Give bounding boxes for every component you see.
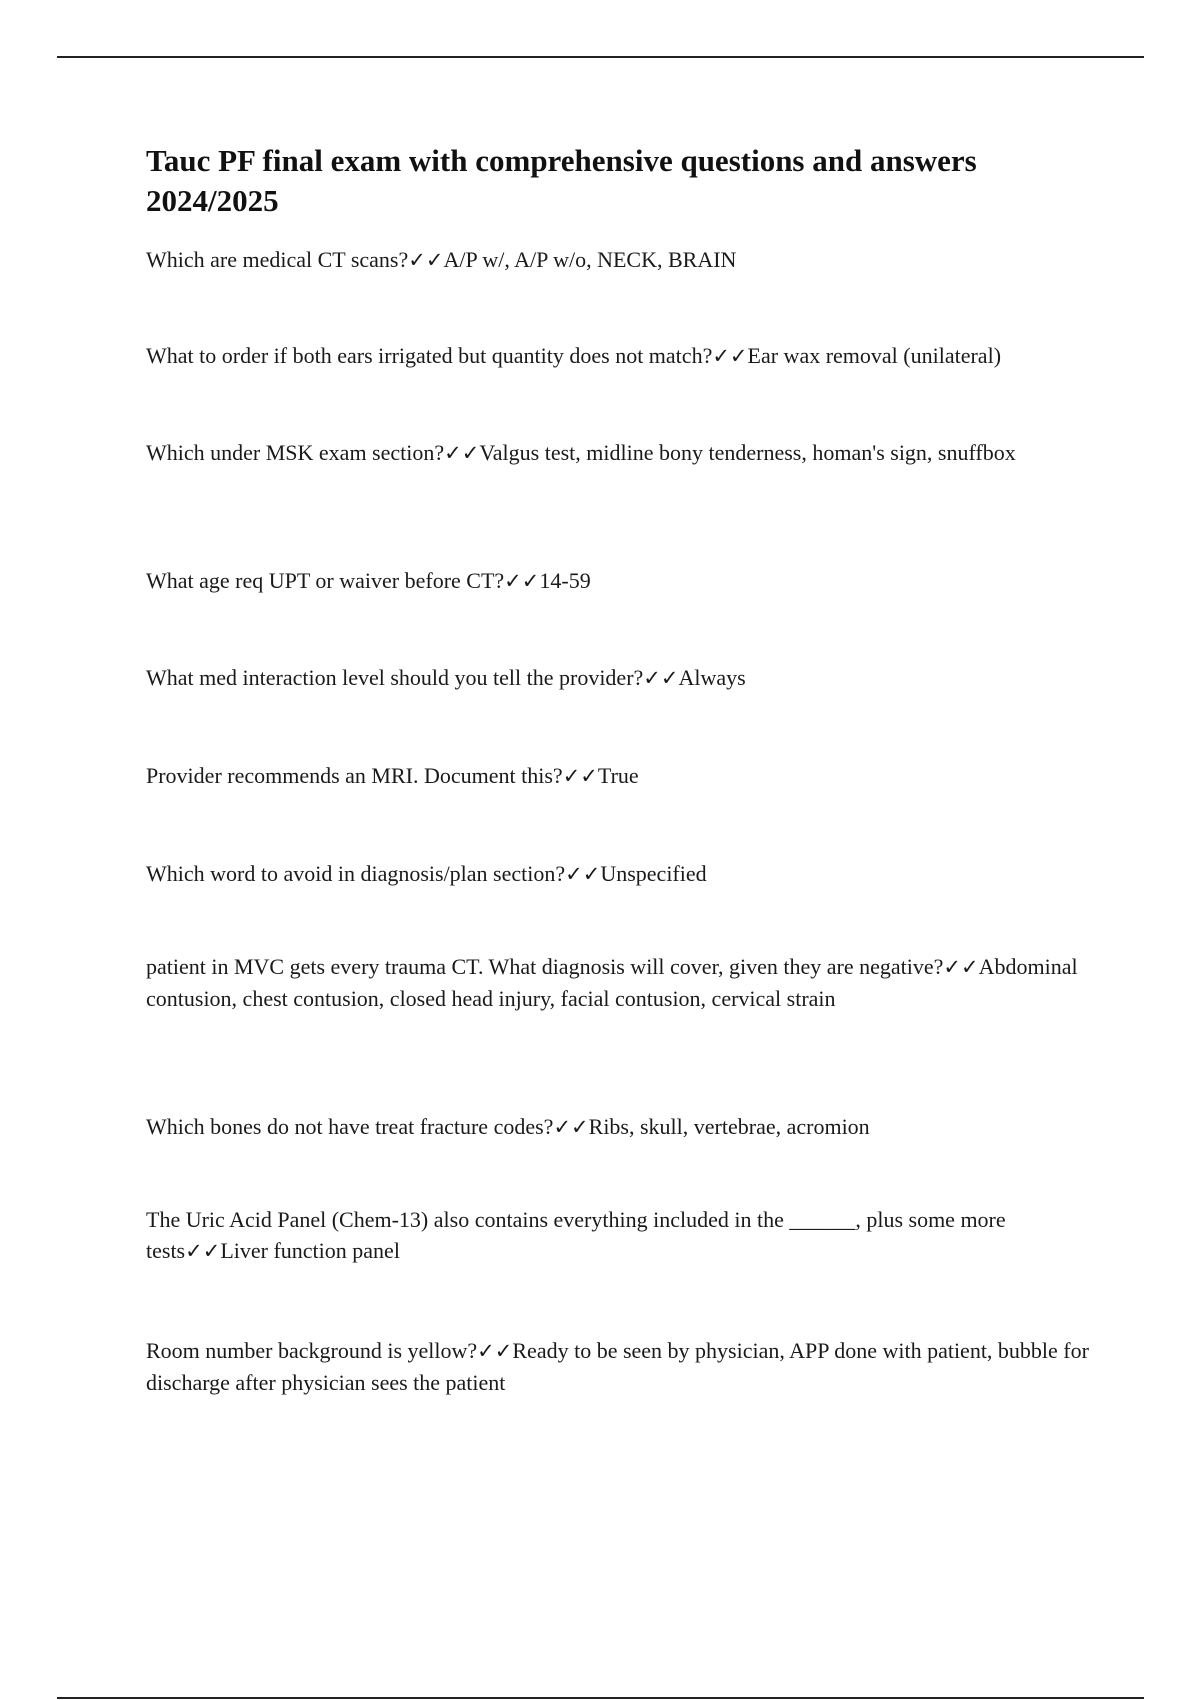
answer-text: Unspecified (600, 861, 707, 886)
answer-text: Abdominal contusion, chest contusion, closed head injury, facial contusion, cervical strain (146, 954, 1078, 1011)
double-check-icon: ✓✓ (504, 569, 540, 593)
qa-item (146, 951, 1096, 1014)
question-text: What to order if both ears irrigated but quantity does not match? (146, 343, 713, 368)
answer-text: True (597, 763, 639, 788)
double-check-icon: ✓✓ (553, 1115, 589, 1139)
document-body (146, 141, 1096, 1395)
qa-item (146, 760, 1096, 792)
question-text: Room number background is yellow? (146, 1338, 478, 1363)
qa-item (146, 1204, 1096, 1267)
qa-item (146, 1335, 1096, 1398)
double-check-icon: ✓✓ (185, 1239, 221, 1263)
question-text: Which word to avoid in diagnosis/plan section? (146, 861, 566, 886)
answer-text: Ready to be seen by physician, APP done with patient, bubble for discharge after physician sees the patient (146, 1338, 1089, 1395)
answer-text: Always (678, 665, 746, 690)
question-text: Which under MSK exam section? (146, 440, 445, 465)
question-text: What med interaction level should you tell the provider? (146, 665, 644, 690)
double-check-icon: ✓✓ (444, 441, 480, 465)
answer-text: Ribs, skull, vertebrae, acromion (588, 1114, 870, 1139)
top-rule (57, 56, 1144, 58)
qa-item (146, 340, 1096, 372)
question-text: What age req UPT or waiver before CT? (146, 568, 505, 593)
double-check-icon: ✓✓ (562, 764, 598, 788)
question-text: The Uric Acid Panel (Chem-13) also contains everything included in the ______, plus some more tests (146, 1207, 1006, 1263)
answer-text: A/P w/, A/P w/o, NECK, BRAIN (443, 247, 737, 272)
qa-item (146, 244, 1096, 276)
answer-text: Ear wax removal (unilateral) (747, 343, 1002, 368)
question-text: Which bones do not have treat fracture codes? (146, 1114, 554, 1139)
qa-item (146, 662, 1096, 694)
qa-item (146, 565, 1096, 597)
qa-item (146, 437, 1096, 469)
double-check-icon: ✓✓ (408, 248, 444, 272)
qa-item (146, 1111, 1096, 1143)
question-text: Which are medical CT scans? (146, 247, 409, 272)
document-title: Tauc PF final exam with comprehensive questions and answers 2024/2025 (146, 143, 977, 218)
bottom-rule (57, 1697, 1144, 1699)
double-check-icon: ✓✓ (643, 666, 679, 690)
answer-text: Liver function panel (220, 1238, 400, 1263)
qa-item (146, 858, 1096, 890)
question-text: Provider recommends an MRI. Document this? (146, 763, 563, 788)
double-check-icon: ✓✓ (943, 955, 979, 979)
double-check-icon: ✓✓ (712, 344, 748, 368)
answer-text: Valgus test, midline bony tenderness, homan's sign, snuffbox (479, 440, 1016, 465)
answer-text: 14-59 (539, 568, 591, 593)
question-text: patient in MVC gets every trauma CT. What diagnosis will cover, given they are negative? (146, 954, 944, 979)
double-check-icon: ✓✓ (477, 1339, 513, 1363)
double-check-icon: ✓✓ (565, 862, 601, 886)
